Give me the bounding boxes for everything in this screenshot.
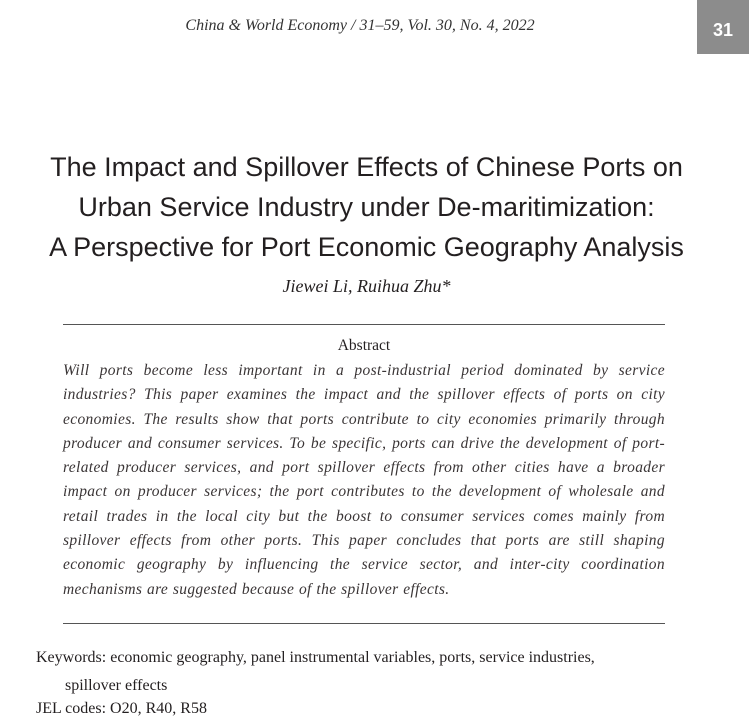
- jel-codes: JEL codes: O20, R40, R58: [36, 700, 207, 717]
- abstract-top-rule: [63, 324, 665, 325]
- abstract-bottom-rule: [63, 623, 665, 624]
- title-line: The Impact and Spillover Effects of Chinese Ports on: [50, 152, 683, 182]
- authors: Jiewei Li, Ruihua Zhu*: [282, 276, 451, 296]
- keywords: [36, 644, 706, 700]
- article-title: [0, 147, 733, 267]
- keywords-line: Keywords: economic geography, panel instrumental variables, ports, service industries,: [36, 649, 595, 666]
- keywords-line: spillover effects: [65, 677, 168, 694]
- running-head: China & World Economy / 31–59, Vol. 30, No. 4, 2022: [185, 17, 535, 34]
- page-number-badge: 31: [697, 0, 749, 54]
- abstract-heading: Abstract: [337, 337, 391, 354]
- title-line: A Perspective for Port Economic Geography Analysis: [49, 232, 684, 262]
- title-line: Urban Service Industry under De-maritimization:: [78, 192, 655, 222]
- abstract-text: Will ports become less important in a post-industrial period dominated by service industries? This paper examines the impact and the spillover effects of ports on city economies. The results show that ports contribute to city economies primarily through producer and consumer services. To be specific, ports can drive the development of port-related producer services, and port spillover effects from other cities have a broader impact on producer services; the port contributes to the development of wholesale and retail trades in the local city but the boost to consumer services comes mainly from spillover effects from other ports. This paper concludes that ports are still shaping economic geography by influencing the service sector, and inter-city coordination mechanisms are suggested because of the spillover effects.: [63, 362, 665, 598]
